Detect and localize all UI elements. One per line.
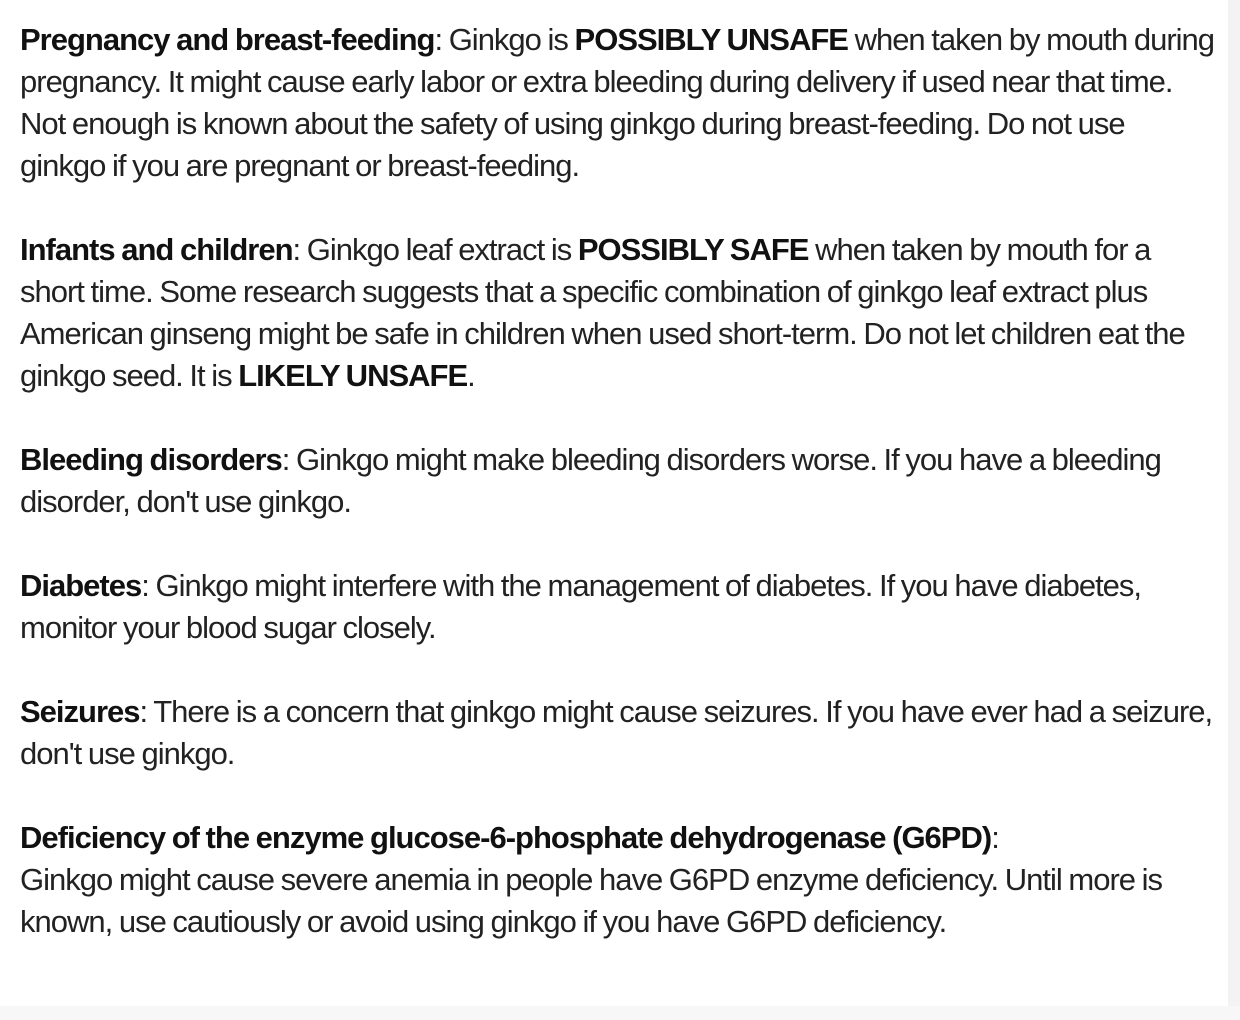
section-text: . xyxy=(467,358,475,393)
section-bleeding xyxy=(20,439,1215,523)
page-footer-edge xyxy=(0,1006,1240,1020)
section-text: Ginkgo might cause severe anemia in people have G6PD enzyme deficiency. Until more is known, use cautiously or avoid using ginkgo if you have G6PD deficiency. xyxy=(20,862,1163,939)
section-text: Ginkgo is xyxy=(448,22,575,57)
section-heading: Pregnancy and breast-feeding xyxy=(20,22,435,57)
heading-colon: : xyxy=(281,442,297,477)
section-diabetes xyxy=(20,565,1215,649)
heading-colon: : xyxy=(139,694,154,729)
section-g6pd xyxy=(20,817,1215,943)
section-heading: Deficiency of the enzyme glucose-6-phosphate dehydrogenase (G6PD) xyxy=(20,820,992,855)
safety-rating: POSSIBLY UNSAFE xyxy=(574,22,848,57)
scrollbar-track[interactable] xyxy=(1228,0,1240,1020)
article-body xyxy=(20,19,1215,943)
section-seizures xyxy=(20,691,1215,775)
heading-colon: : xyxy=(434,22,449,57)
heading-colon: : xyxy=(991,820,999,855)
section-text: Ginkgo might interfere with the management of diabetes. If you have diabetes, monitor your blood sugar closely. xyxy=(20,568,1142,645)
safety-rating: LIKELY UNSAFE xyxy=(238,358,468,393)
section-pregnancy xyxy=(20,19,1215,187)
section-heading: Seizures xyxy=(20,694,140,729)
safety-rating: POSSIBLY SAFE xyxy=(577,232,809,267)
section-infants xyxy=(20,229,1215,397)
heading-colon: : xyxy=(292,232,307,267)
section-text: Ginkgo might make bleeding disorders worse. If you have a bleeding disorder, don't use ginkgo. xyxy=(20,442,1161,519)
section-text: Ginkgo leaf extract is xyxy=(306,232,578,267)
section-text: when taken by mouth for a short time. Some research suggests that a specific combination of ginkgo leaf extract plus American ginseng might be safe in children when used short-term. Do not let children eat the ginkgo seed. It is xyxy=(20,232,1185,393)
heading-colon: : xyxy=(141,568,156,603)
section-text: There is a concern that ginkgo might cause seizures. If you have ever had a seizure, don't use ginkgo. xyxy=(20,694,1213,771)
section-heading: Bleeding disorders xyxy=(20,442,282,477)
section-heading: Diabetes xyxy=(20,568,142,603)
section-heading: Infants and children xyxy=(20,232,293,267)
section-text: when taken by mouth during pregnancy. It might cause early labor or extra bleeding during delivery if used near that time. Not enough is known about the safety of using ginkgo during breast-feeding. Do not use ginkgo if you are pregnant or breast-feeding. xyxy=(20,22,1215,183)
